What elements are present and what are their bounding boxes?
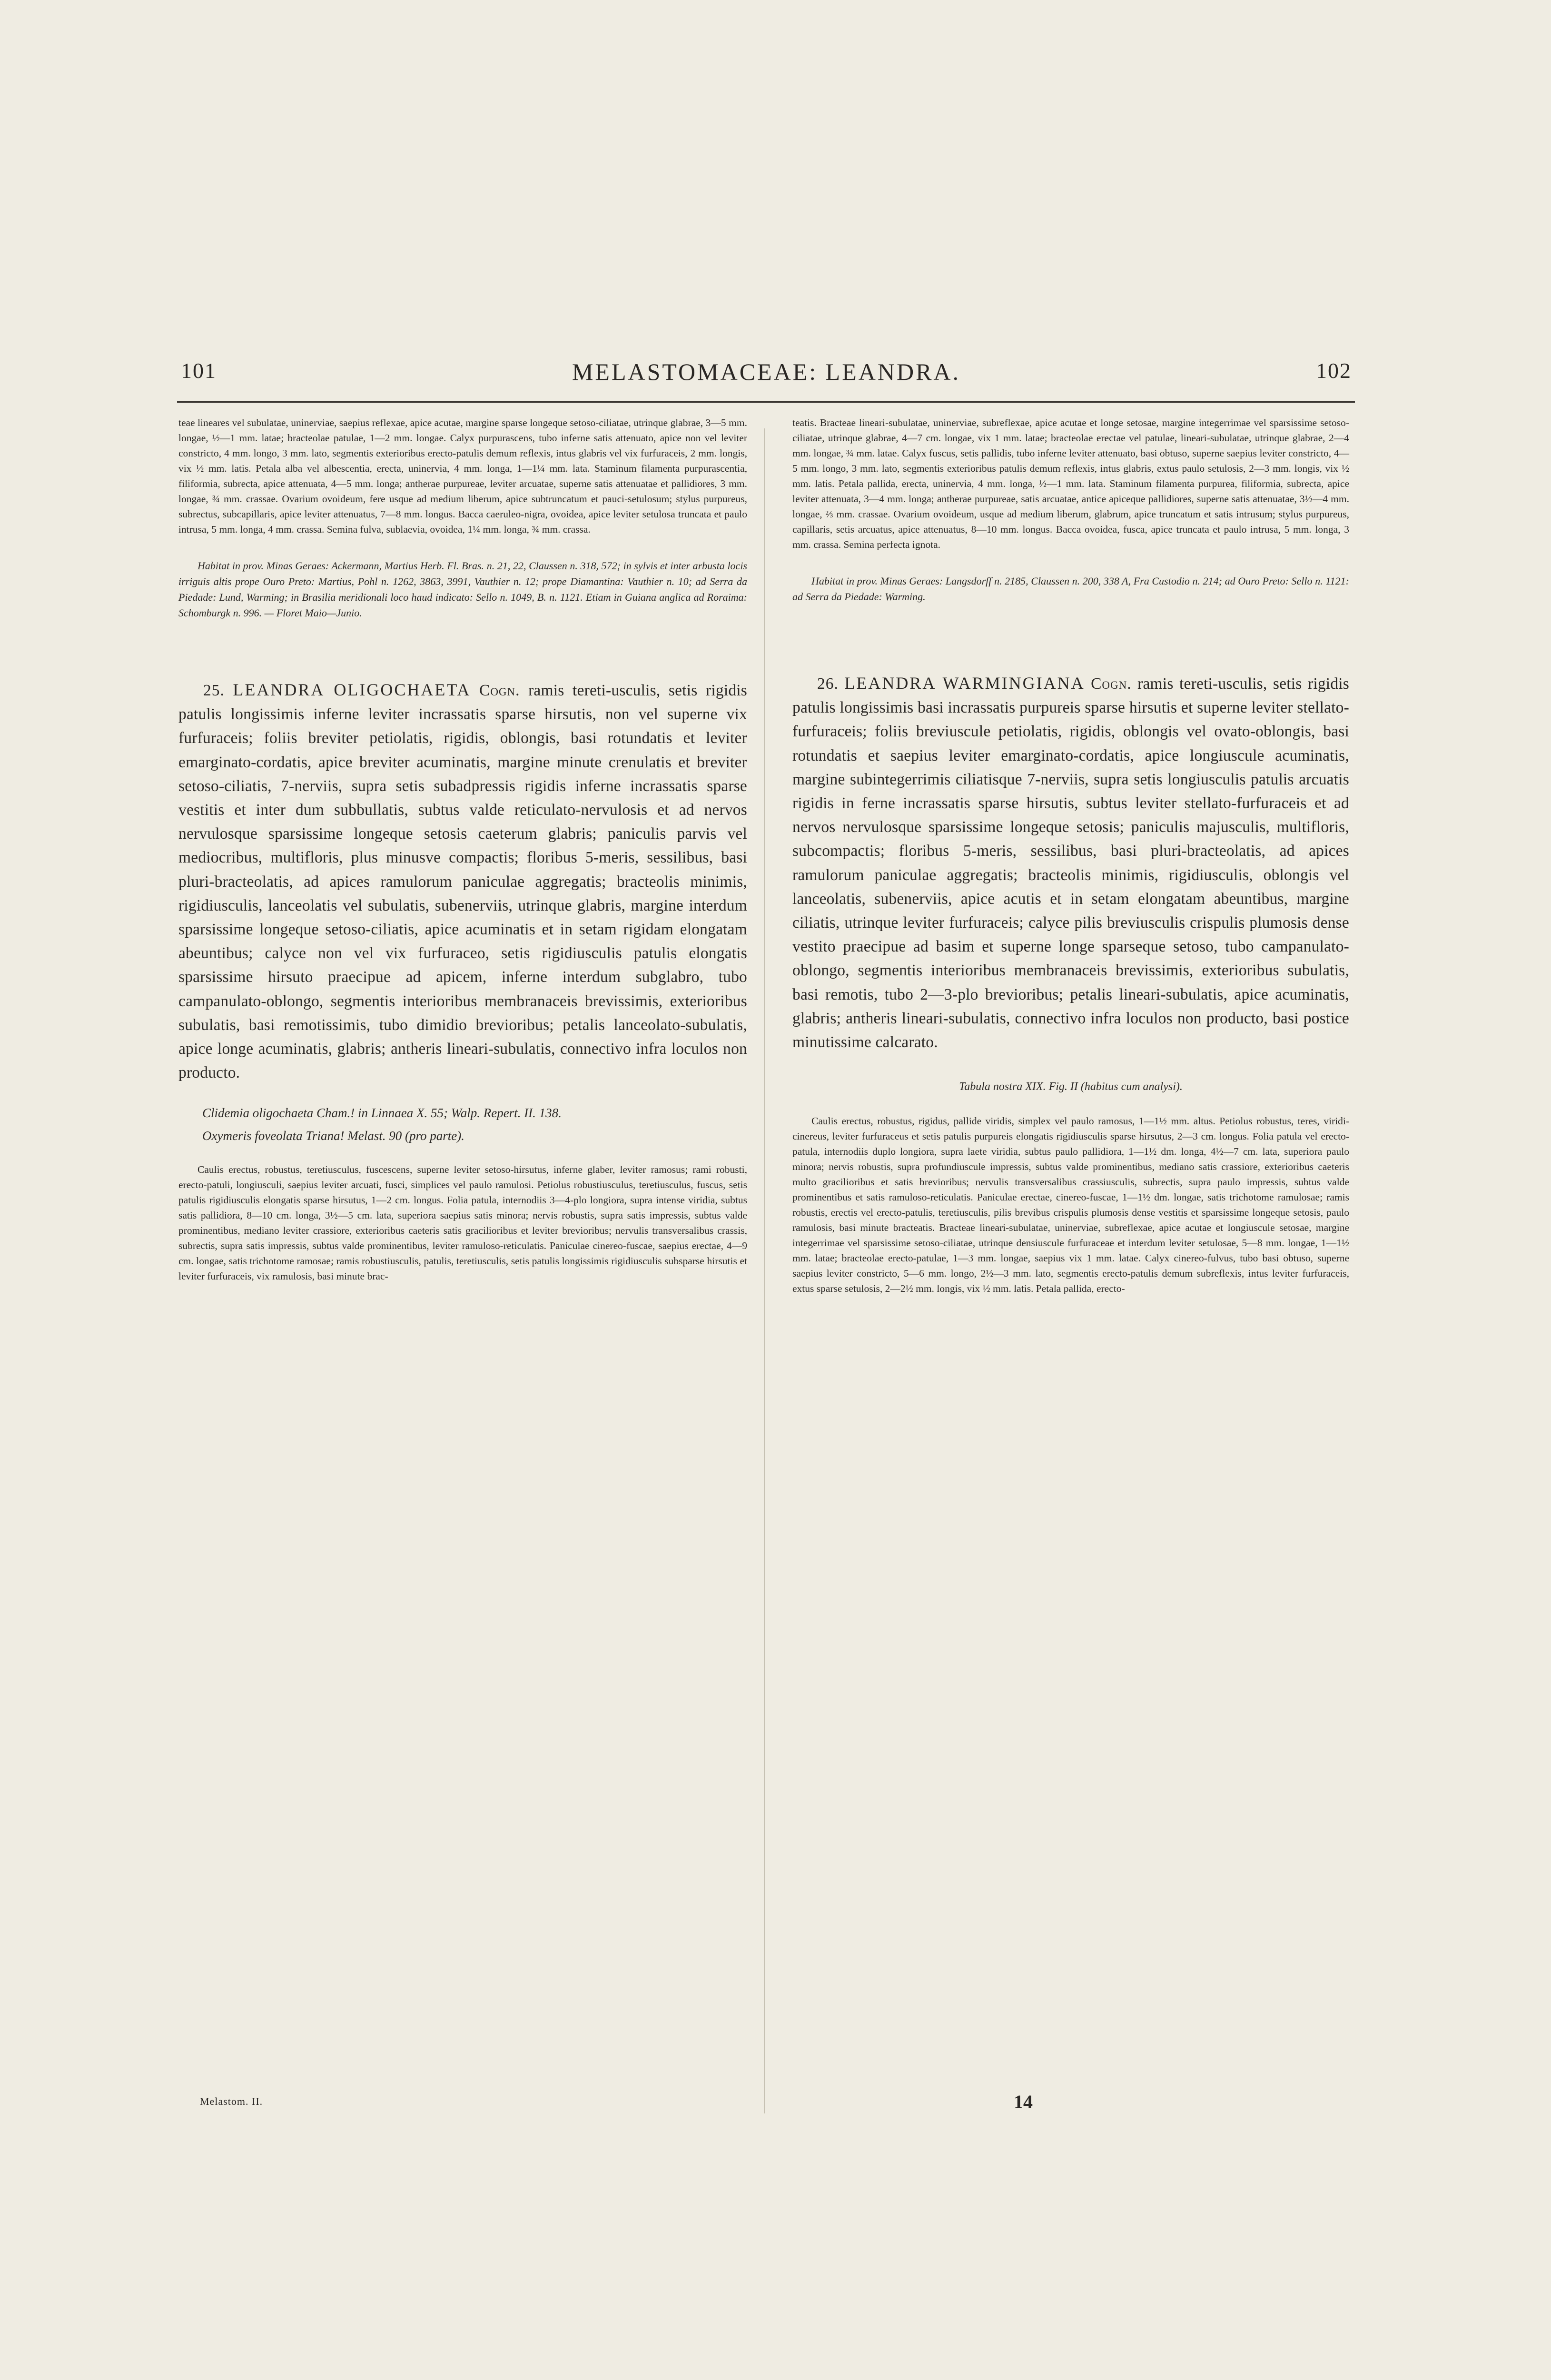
species-26-name: LEANDRA WARMINGIANA [844, 674, 1085, 693]
species-26-text: ramis tereti-usculis, setis rigidis patulis longissimis basi incrassatis purpureis sparse hirsutis et superne leviter stellato-furfuraceis; foliis breviuscule petiolatis, rigidis, oblongis vel ovato-oblongis, basi rotundatis et saepius leviter emarginato-cordatis, apice longiuscule acuminatis, margine subintegerrimis ciliatisque 7-nerviis, supra setis longiusculis patulis arcuatis rigidis in ferne incrassatis sparse hirsutis, subtus leviter stellato-furfuraceis et ad nervos nervulosque sparsissime longeque setosis; paniculis majusculis, multifloris, subcompactis; floribus 5-meris, sessilibus, basi pluri-bracteolatis, ad apices ramulorum paniculae aggregatis; bracteolis minimis, rigidiusculis, oblongis vel lanceolatis, subenerviis, apice acutis et in setam elongatam abeuntibus, margine ciliatis, utrinque leviter furfuraceis; calyce pilis breviusculis crispulis plumosis dense vestito praecipue ad basim et superne longe sparseque setoso, tubo campanulato-oblongo, segmentis interioribus membranaceis brevissimis, exterioribus subulatis, basi remotis, tubo 2—3-plo brevioribus; petalis lineari-subulatis, apice acuminatis, glabris; antheris lineari-subulatis, connectivo infra loculos non producto, basi postice minutissime calcarato. [792, 675, 1349, 1051]
right-caulis-paragraph: Caulis erectus, robustus, rigidus, pallide viridis, simplex vel paulo ramosus, 1—1½ mm. altus. Petiolus robustus, teres, viridi-cinereus, leviter furfuraceus et setis patulis purpureis elongatis rigidiusculis sparse hirsutus, 2—3 cm. longus. Folia patula vel erecto-patula, internodiis duplo longiora, supra laete viridia, subtus paulo pallidiora, 1—1½ dm. longa, 4½—7 cm. lata, superiora paulo minora; nervis robustis, supra profundiuscule impressis, subtus valde prominentibus, mediano satis crassiore, exterioribus caeteris multo gracilioribus et satis brevioribus; nervulis transversalibus crassiusculis, subrectis, supra paulo impressis, subtus valde prominentibus et satis ramuloso-reticulatis. Paniculae erectae, cinereo-fuscae, 1—1½ dm. longae, satis trichotome ramulosae; ramis robustis, erectis vel erecto-patulis, teretiusculis, pilis brevibus crispulis plumosis dense vestitis et sparsissime longeque setosis, paulo ramulosis, basi minute bracteatis. Bracteae lineari-subulatae, uninerviae, subreflexae, apice acutae et longiuscule setosae, margine integerrimae vel sparsissime setoso-ciliatae, utrinque densiuscule furfuraceae et interdum leviter setulosae, 5—8 mm. longae, 1—1½ mm. latae; bracteolae erecto-patulae, 1—3 mm. longae, saepius vix 1 mm. latae. Calyx cinereo-fulvus, tubo basi obtuso, superne saepius leviter constricto, 5—6 mm. longo, 2½—3 mm. lato, segmentis erecto-patulis demum subreflexis, intus leviter furfuraceis, extus sparse setulosis, 2—2½ mm. longis, vix ½ mm. latis. Petala pallida, erecto- [792, 1115, 1349, 1295]
left-intro-paragraph: teae lineares vel subulatae, uninerviae, saepius reflexae, apice acutae, margine sparse longeque setoso-ciliatae, utrinque glabrae, 3—5 mm. longae, ½—1 mm. latae; bracteolae patulae, 1—2 mm. longae. Calyx purpurascens, tubo inferne satis attenuato, apice non vel leviter constricto, 4 mm. longo, 3 mm. lato, segmentis exterioribus erecto-patulis demum reflexis, intus glabris vel vix furfuraceis, 2 mm. longis, vix ½ mm. latis. Petala alba vel albescentia, erecta, uninervia, 4 mm. longa, 1—1¼ mm. lata. Staminum filamenta purpurascentia, filiformia, subrecta, apice attenuata, 4—5 mm. longa; antherae purpureae, leviter arcuatae, superne satis attenuatae et pallidiores, 3 mm. longae, ¾ mm. crassae. Ovarium ovoideum, fere usque ad medium liberum, apice subtruncatum et pauci-setulosum; stylus purpureus, subrectus, subcapillaris, apice leviter attenuatus, 7—8 mm. longus. Bacca caeruleo-nigra, ovoidea, apice leviter setulosa truncata et paulo intrusa, 5 mm. longa, 4 mm. crassa. Semina fulva, sublaevia, ovoidea, 1¼ mm. longa, ¾ mm. crassa. [178, 417, 747, 535]
synonym-oxymeris: Oxymeris foveolata Triana! Melast. 90 (pro parte). [202, 1129, 464, 1143]
species-25-text: ramis tereti-usculis, setis rigidis patulis longissimis inferne leviter incrassatis sparse hirsutis, non vel superne vix furfuraceis; foliis breviter petiolatis, rigidis, oblongis, basi rotundatis et leviter emarginato-cordatis, apice breviter acuminatis, margine minute crenulatis et breviter setoso-ciliatis, 7-nerviis, supra setis subadpressis rigidis inferne incrassatis sparse vestitis et inter dum subbullatis, subtus valde reticulato-nervulosis et ad nervos nervulosque sparsissime longeque setosis caeterum glabris; paniculis parvis vel mediocribus, multifloris, plus minusve compactis; floribus 5-meris, sessilibus, basi pluri-bracteolatis, ad apices ramulorum paniculae aggregatis; bracteolis minimis, rigidiusculis, lanceolatis vel subulatis, subenerviis, utrinque glabris, margine interdum sparsissime longeque setoso-ciliatis, apice acuminatis et in setam rigidam elongatam abeuntibus; calyce non vel vix furfuraceo, setis rigidiusculis patulis elongatis sparsissime hirsuto praecipue ad apicem, inferne interdum subglabro, tubo campanulato-oblongo, segmentis interioribus membranaceis brevissimis, exterioribus subulatis, basi remotissimis, tubo dimidio brevioribus; petalis lanceolato-subulatis, apice longe acuminatis, glabris; antheris lineari-subulatis, connectivo infra loculos non producto. [178, 682, 748, 1082]
floret-text: — Floret Maio—Junio. [264, 607, 362, 619]
species-25-number: 25. [203, 682, 225, 699]
plate-reference: Tabula nostra XIX. Fig. II (habitus cum analysi). [959, 1081, 1183, 1093]
species-25-description [178, 678, 747, 1085]
left-habitat-paragraph [178, 558, 747, 621]
signature-mark: Melastom. II. [200, 2095, 263, 2107]
left-caulis-paragraph: Caulis erectus, robustus, teretiusculus, fuscescens, superne leviter setoso-hirsutus, inferne glaber, leviter ramosus; rami robusti, erecto-patuli, longiusculi, saepius leviter arcuati, fusci, simplices vel paulo ramulosi. Petiolus robustiusculus, teretiusculus, fuscus, setis patulis rigidiusculis elongatis sparse hirsutus, 1—2 cm. longus. Folia patula, internodiis 3—4-plo longiora, supra intense viridia, subtus satis pallidiora, 8—10 cm. longa, 3½—5 cm. lata, superiora saepius satis minora; nervis robustis, supra satis impressis, subtus valde prominentibus, mediano leviter crassiore, exterioribus caeteris satis gracilioribus et leviter brevioribus; nervulis transversalibus crassis, subrectis, supra satis impressis, subtus valde prominentibus, leviter ramuloso-reticulatis. Paniculae cinereo-fuscae, saepius erectae, 4—9 cm. longae, satis trichotome ramosae; ramis robustiusculis, patulis, teretiusculis, setis patulis longissimis rigidiusculis subsparse hirsutis et leviter furfuraceis, vix ramulosis, basi minute brac- [178, 1164, 747, 1282]
habitat-text: Habitat in prov. Minas Geraes: Ackermann, Martius Herb. Fl. Bras. n. 21, 22, Claussen n. 318, 572; in sylvis et inter arbusta locis irriguis altis prope Ouro Preto: Martius, Pohl n. 1262, 3863, 3991, Vauthier n. 12; prope Diamantina: Vauthier n. 10; ad Serra da Piedade: Lund, Warming; in Brasilia meridionali loco haud indicato: Sello n. 1049, B. n. 1121. Etiam in Guiana anglica ad Roraima: Schomburgk n. 996. [178, 560, 747, 619]
running-title: MELASTOMACEAE: LEANDRA. [572, 358, 961, 385]
page-number-left: 101 [181, 358, 217, 383]
footer-sheet-number: 14 [1014, 2091, 1033, 2112]
right-intro-paragraph: teatis. Bracteae lineari-subulatae, uninerviae, subreflexae, apice acutae et longe setosae, margine integerrimae vel sparsissime setoso-ciliatae, utrinque glabrae, 4—7 cm. longae, vix 1 mm. latae; bracteolae erectae vel patulae, lineari-subulatae, utrinque glabrae, 2—4 mm. longae, ¾ mm. latae. Calyx fuscus, setis pallidis, tubo inferne leviter attenuato, basi obtuso, superne saepius leviter constricto, 4—5 mm. longo, 3 mm. lato, segmentis exterioribus patulis demum reflexis, intus glabris, extus paulo setulosis, 2—3 mm. longis, vix ½ mm. latis. Petala pallida, erecta, uninervia, 4 mm. longa, ½—1 mm. lata. Staminum filamenta purpurea, filiformia, subrecta, apice leviter attenuata, 3—4 mm. longa; antherae purpureae, satis arcuatae, antice apiceque pallidiores, superne satis attenuatae, 3½—4 mm. longae, ⅔ mm. crassae. Ovarium ovoideum, usque ad medium liberum, glabrum, apice truncatum et satis intrusum; stylus purpureus, capillaris, setis arcuatus, apice attenuatus, 8—10 mm. longus. Bacca ovoidea, fusca, apice truncata et paulo intrusa, 5 mm. longa, 3 mm. crassa. Semina perfecta ignota. [792, 417, 1349, 550]
page-number-right: 102 [1316, 358, 1352, 383]
synonym-clidemia: Clidemia oligochaeta Cham.! in Linnaea X. 55; Walp. Repert. II. 138. [202, 1106, 562, 1121]
species-26-author: Cogn. [1091, 675, 1132, 693]
species-26-description [792, 671, 1349, 1054]
column-divider [764, 428, 765, 2113]
running-head [181, 358, 1352, 401]
header-rule [177, 401, 1355, 403]
species-26-number: 26. [817, 675, 839, 693]
right-habitat-paragraph: Habitat in prov. Minas Geraes: Langsdorff n. 2185, Claussen n. 200, 338 A, Fra Custodio n. 214; ad Ouro Preto: Sello n. 1121: ad Serra da Piedade: Warming. [792, 575, 1349, 603]
species-25-author: Cogn. [479, 682, 520, 699]
right-column [792, 415, 1349, 1296]
species-25-name: LEANDRA OLIGOCHAETA [233, 680, 471, 699]
left-column [178, 415, 747, 1284]
